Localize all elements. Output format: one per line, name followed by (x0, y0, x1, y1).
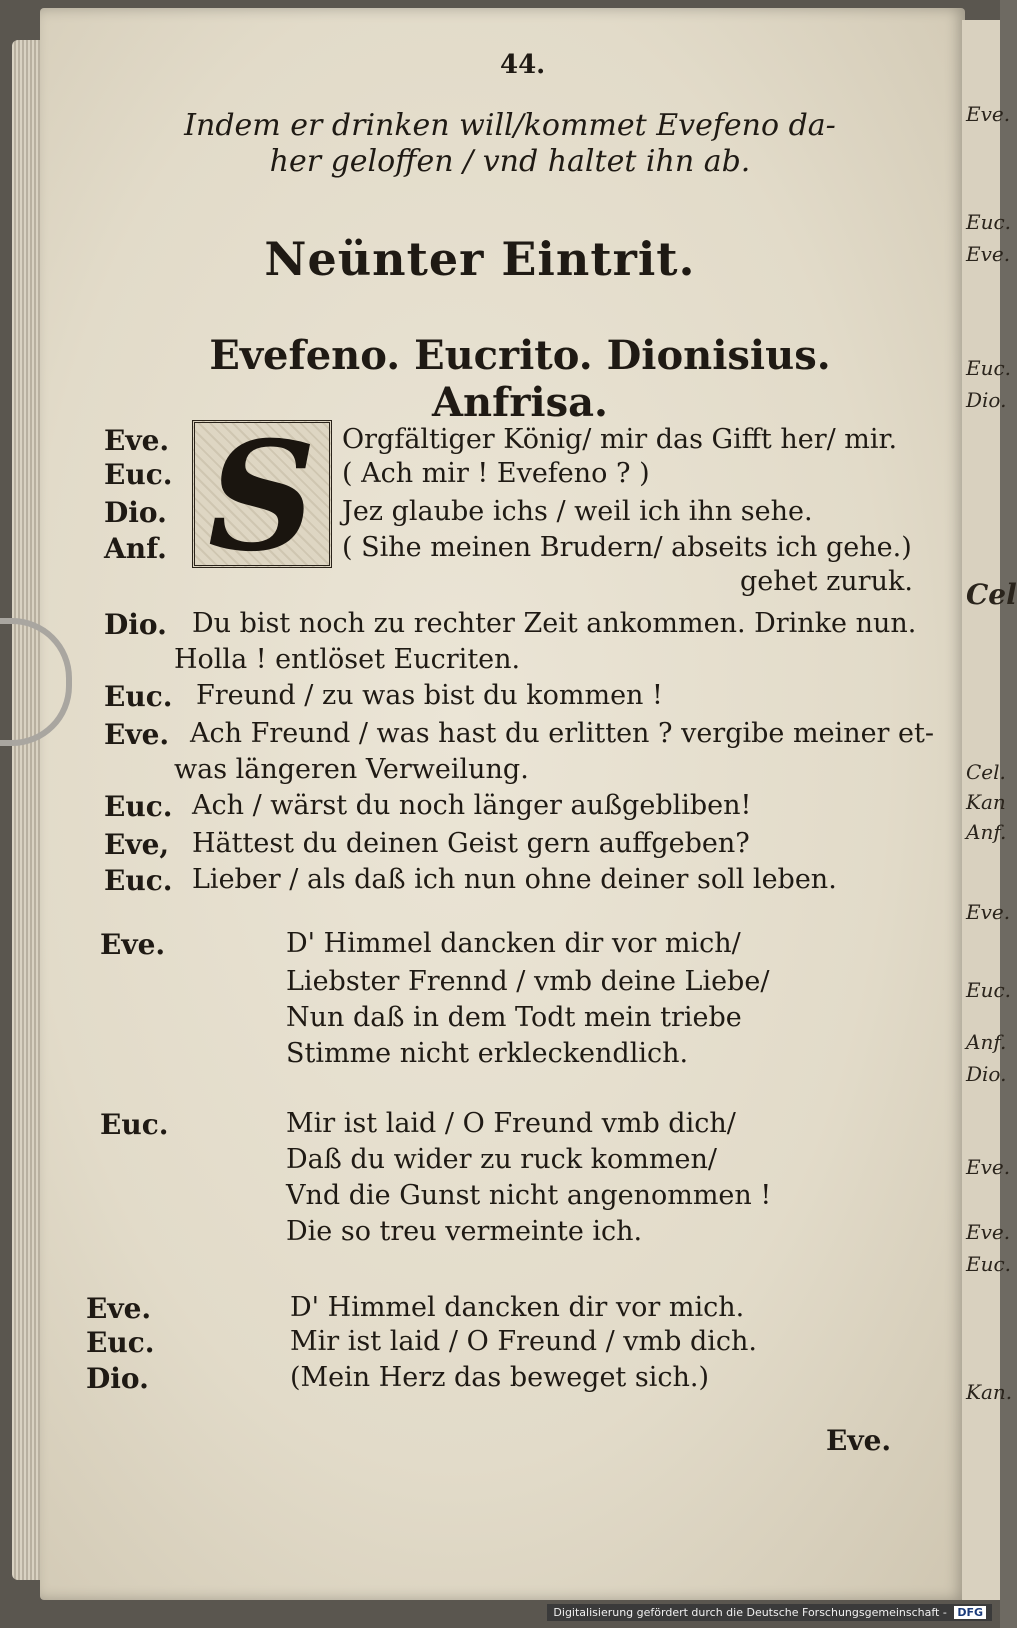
speaker-label: Anf. (104, 532, 167, 565)
speaker-label: Euc. (104, 864, 173, 897)
next-page-stub: Euc. (966, 210, 1012, 234)
scene-title: Neünter Eintrit. (264, 232, 696, 286)
dialogue-line: ( Ach mir ! Evefeno ? ) (342, 458, 650, 489)
next-page-stub: Euc. (966, 1252, 1012, 1276)
stage-direction-line: Indem er drinken will/kommet Evefeno da- (184, 108, 836, 143)
dialogue-line: Du bist noch zu rechter Zeit ankommen. Drinke nun. (192, 608, 917, 639)
catchword: Eve. (826, 1424, 892, 1457)
verse-line: Mir ist laid / O Freund / vmb dich. (290, 1326, 758, 1357)
next-page-stub: Eve. (966, 242, 1011, 266)
verse-line: Nun daß in dem Todt mein triebe (286, 1002, 742, 1033)
next-page-edge (962, 20, 1017, 1600)
footer-text: Digitalisierung gefördert durch die Deutsche Forschungsgemeinschaft - (553, 1606, 947, 1619)
dialogue-line: Orgfältiger König/ mir das Gifft her/ mir. (342, 424, 898, 455)
speaker-label: Dio. (104, 608, 167, 641)
speaker-label: Dio. (104, 496, 167, 529)
dialogue-line: Hättest du deinen Geist gern auffgeben? (192, 828, 750, 859)
speaker-label: Dio. (86, 1362, 149, 1395)
verse-line: Mir ist laid / O Freund vmb dich/ (286, 1108, 736, 1139)
next-page-stub: Anf. (966, 1030, 1007, 1054)
drop-cap-ornament (192, 409, 332, 585)
next-page-stub: Eve. (966, 1155, 1011, 1179)
stage-direction-line: her geloffen / vnd haltet ihn ab. (269, 144, 751, 179)
speaker-label: Euc. (104, 680, 173, 713)
verse-line: Die so treu vermeinte ich. (286, 1216, 643, 1247)
speaker-label: Eve. (104, 718, 170, 751)
dialogue-line: Ach Freund / was hast du erlitten ? vergibe meiner et- (190, 718, 935, 749)
next-page-stub: Dio. (966, 1062, 1007, 1086)
next-page-stub: Anf. (966, 820, 1007, 844)
stage-direction-inline: gehet zuruk. (740, 566, 913, 597)
dialogue-line: Jez glaube ichs / weil ich ihn sehe. (342, 496, 813, 527)
dialogue-line: was längeren Verweilung. (174, 754, 529, 785)
next-page-stub: Cel (966, 578, 1017, 611)
next-page-stub: Cel. (966, 760, 1006, 784)
dialogue-line: Holla ! entlöset Eucriten. (174, 644, 521, 675)
verse-line: Liebster Frennd / vmb deine Liebe/ (286, 966, 770, 997)
speaker-label: Eve. (104, 424, 170, 457)
next-page-stub: Kan. (966, 1380, 1013, 1404)
next-page-stub: Eve. (966, 900, 1011, 924)
speaker-label: Eve. (86, 1292, 152, 1325)
speaker-label: Euc. (86, 1326, 155, 1359)
next-page-stub: Eve. (966, 102, 1011, 126)
cast-list: Evefeno. Eucrito. Dionisius. Anfrisa. (209, 332, 831, 426)
verse-line: D' Himmel dancken dir vor mich. (290, 1292, 745, 1323)
footer-credit (547, 1604, 992, 1621)
next-page-stub: Kan (966, 790, 1006, 814)
speaker-label: Eve. (100, 928, 166, 961)
dialogue-line: Ach / wärst du noch länger außgebliben! (192, 790, 752, 821)
page-number: 44. (500, 50, 546, 80)
verse-line: D' Himmel dancken dir vor mich/ (286, 928, 741, 959)
verse-line: Stimme nicht erkleckendlich. (286, 1038, 689, 1069)
dialogue-line: Lieber / als daß ich nun ohne deiner soll leben. (192, 864, 837, 895)
speaker-label: Eve, (104, 828, 170, 861)
next-page-stub: Eve. (966, 1220, 1011, 1244)
next-page-stub: Euc. (966, 356, 1012, 380)
speaker-label: Euc. (100, 1108, 169, 1141)
next-page-stub: Euc. (966, 978, 1012, 1002)
dialogue-line: ( Sihe meinen Brudern/ abseits ich gehe.) (342, 532, 912, 563)
dialogue-line: Freund / zu was bist du kommen ! (196, 680, 663, 711)
verse-line: Daß du wider zu ruck kommen/ (286, 1144, 717, 1175)
verse-line: Vnd die Gunst nicht angenommen ! (286, 1180, 772, 1211)
speaker-label: Euc. (104, 458, 173, 491)
verse-line: (Mein Herz das beweget sich.) (290, 1362, 709, 1393)
next-page-stub: Dio. (966, 388, 1007, 412)
drop-cap-letter: S (207, 409, 317, 585)
speaker-label: Euc. (104, 790, 173, 823)
dfg-logo: DFG (954, 1606, 986, 1619)
